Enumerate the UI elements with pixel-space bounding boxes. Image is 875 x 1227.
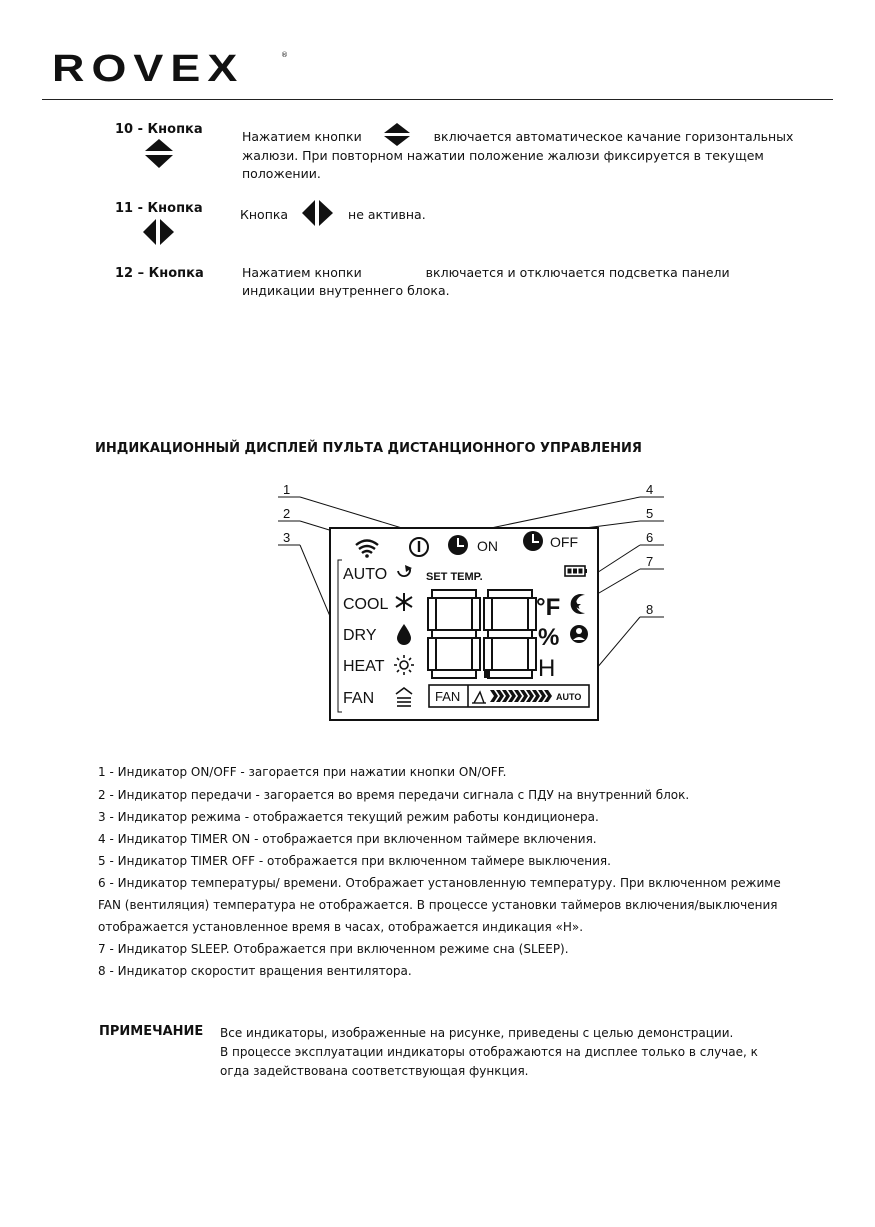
set-temp-label: SET TEMP. [426,571,483,583]
unit-fahrenheit: °F [536,594,561,621]
callout-3: 3 [283,530,291,545]
button-10-text-before: Нажатием кнопки [242,129,362,144]
left-right-triangles-icon [143,218,175,246]
header-divider [42,99,833,100]
description-5: 5 - Индикатор TIMER OFF - отображается при включенном таймере выключения. [98,854,611,868]
unit-hours: H [538,655,556,682]
button-10-line-2: положении. [242,166,321,181]
button-11-description [240,199,426,227]
button-12-line-1: индикации внутреннего блока. [242,283,450,298]
mode-fan: FAN [343,690,375,707]
note-line-3: огда задействована соответствующая функция. [220,1064,529,1078]
button-12-description [242,264,730,300]
callout-1: 1 [283,482,291,497]
callout-6: 6 [646,530,654,545]
description-4: 4 - Индикатор TIMER ON - отображается при включенном таймере включения. [98,832,597,846]
section-title: ИНДИКАЦИОННЫЙ ДИСПЛЕЙ ПУЛЬТА ДИСТАНЦИОННОГО УПРАВЛЕНИЯ [95,441,642,456]
callout-2: 2 [283,506,291,521]
up-down-triangles-icon [143,139,175,169]
unit-percent: % [538,624,560,651]
left-right-triangles-icon [302,199,334,227]
note-line-2: В процессе эксплуатации индикаторы отображаются на дисплее только в случае, к [220,1045,758,1059]
button-11-text-after: не активна. [348,207,426,222]
timer-off-label: OFF [550,534,578,550]
button-10-line-1: жалюзи. При повторном нажатии положение жалюзи фиксируется в текущем [242,148,764,163]
fan-speed-label: FAN [435,689,461,704]
description-1: 1 - Индикатор ON/OFF - загорается при нажатии кнопки ON/OFF. [98,765,507,779]
callout-7: 7 [646,554,654,569]
button-10-description [242,123,793,183]
callout-8: 8 [646,602,654,617]
button-12-label: 12 – Кнопка [115,266,204,281]
description-8: 8 - Индикатор скоростит вращения вентилятора. [98,964,412,978]
description-3: 3 - Индикатор режима - отображается текущий режим работы кондиционера. [98,810,599,824]
button-11-text-before: Кнопка [240,207,289,222]
callout-4: 4 [646,482,654,497]
description-7: 7 - Индикатор SLEEP. Отображается при включенном режиме сна (SLEEP). [98,942,569,956]
button-12-text-after: включается и отключается подсветка панели [425,265,730,280]
mode-heat: HEAT [343,658,385,675]
callout-5: 5 [646,506,654,521]
mode-cool: COOL [343,596,389,613]
up-down-triangles-icon [382,123,412,147]
registered-mark: ® [281,51,288,59]
note-line-1: Все индикаторы, изображенные на рисунке, приведены с целью демонстрации. [220,1026,734,1040]
button-12-text-before: Нажатием кнопки [242,265,362,280]
brand-logo: ROVEX [52,48,245,90]
description-6: 6 - Индикатор температуры/ времени. Отображает установленную температуру. При включенном режиме [98,876,781,890]
note-title: ПРИМЕЧАНИЕ [99,1024,204,1039]
button-11-label: 11 - Кнопка [115,201,203,216]
timer-off-clock-icon [523,531,543,551]
fan-auto-label: AUTO [556,692,582,702]
mode-auto: AUTO [343,566,388,583]
remote-display-diagram [0,470,875,730]
timer-on-clock-icon [448,535,468,555]
button-10-text-after: включается автоматическое качание горизонтальных [433,129,794,144]
button-10-label: 10 - Кнопка [115,122,203,137]
description-6-cont-1: FAN (вентиляция) температура не отображается. В процессе установки таймеров включения/выключения [98,898,778,912]
mode-dry: DRY [343,627,377,644]
description-2: 2 - Индикатор передачи - загорается во время передачи сигнала с ПДУ на внутренний блок. [98,788,690,802]
person-icon [570,625,588,643]
description-6-cont-2: отображается установленное время в часах, отображается индикация «H». [98,920,584,934]
timer-on-label: ON [477,538,498,554]
